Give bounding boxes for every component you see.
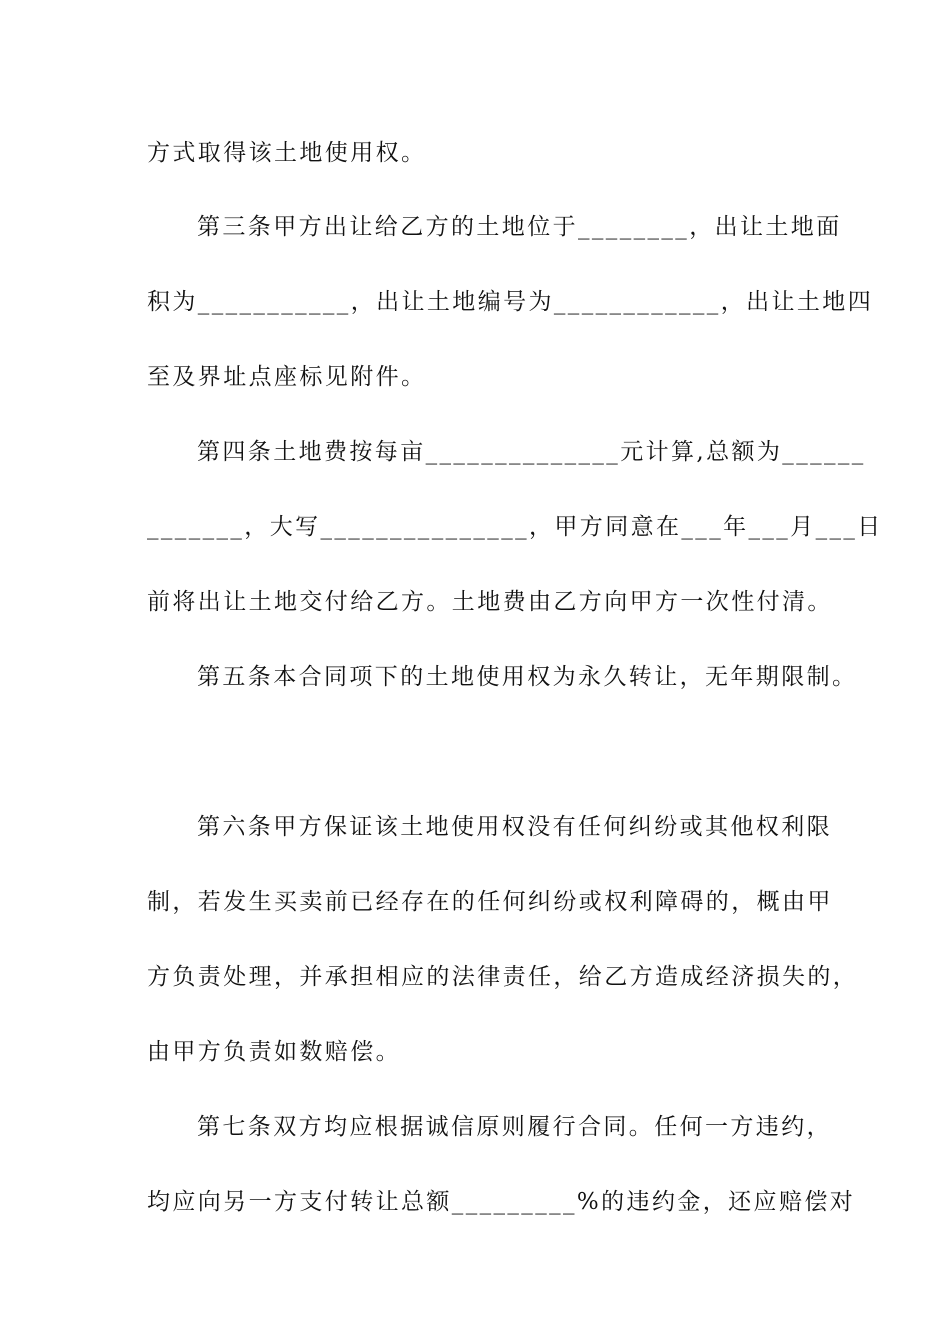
clause-6-line-2: 制，若发生买卖前已经存在的任何纠纷或权利障碍的，概由甲 [147, 889, 833, 915]
clause-7-line-1: 第七条双方均应根据诚信原则履行合同。任何一方违约， [197, 1114, 832, 1140]
clause-6-line-1: 第六条甲方保证该土地使用权没有任何纠纷或其他权利限 [197, 814, 832, 840]
clause-3-line-3: 至及界址点座标见附件。 [147, 364, 427, 390]
clause-4-line-3: 前将出让土地交付给乙方。土地费由乙方向甲方一次性付清。 [147, 589, 833, 615]
clause-4-line-1: 第四条土地费按每亩______________元计算,总额为______ [197, 439, 866, 465]
clause-7-line-2: 均应向另一方支付转让总额_________%的违约金，还应赔偿对 [147, 1189, 856, 1215]
clause-5-line-1: 第五条本合同项下的土地使用权为永久转让，无年期限制。 [197, 664, 858, 690]
clause-6-line-4: 由甲方负责如数赔偿。 [147, 1039, 401, 1065]
clause-4-line-2: _______，大写_______________，甲方同意在___年___月___日 [147, 514, 883, 540]
clause-3-line-2: 积为___________，出让土地编号为____________，出让土地四 [147, 289, 874, 315]
clause-3-line-1: 第三条甲方出让给乙方的土地位于________，出让土地面 [197, 214, 842, 240]
clause-6-line-3: 方负责处理，并承担相应的法律责任，给乙方造成经济损失的， [147, 964, 859, 990]
text-line-1: 方式取得该土地使用权。 [147, 140, 427, 166]
